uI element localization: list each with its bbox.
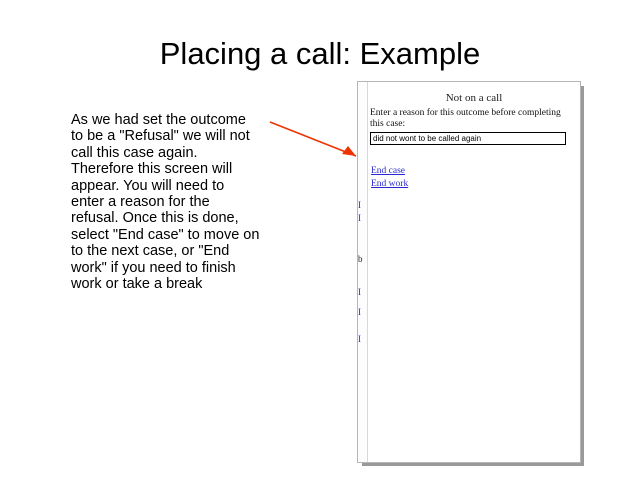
edge-fragment: I xyxy=(358,213,361,223)
reason-input[interactable] xyxy=(370,132,566,145)
end-case-link[interactable]: End case xyxy=(371,166,406,176)
embedded-screenshot xyxy=(357,81,581,463)
page-title: Placing a call: Example xyxy=(159,36,481,71)
pointer-arrow-icon xyxy=(268,120,368,160)
end-work-link[interactable]: End work xyxy=(371,179,409,189)
edge-fragment: I xyxy=(358,287,361,297)
screenshot-instruction: Enter a reason for this outcome before completing this case: xyxy=(370,108,561,129)
screenshot-heading: Not on a call xyxy=(445,92,503,104)
slide-body-text: As we had set the outcome to be a "Refusal" we will not call this case again. Therefore this screen will appear. You will need to enter a reason for the refusal. Once this is done, select "End case" to move on to the next case, or "End work" if you need to finish work or take a break xyxy=(71,112,260,293)
edge-fragment: I xyxy=(358,334,361,344)
edge-fragment: I xyxy=(358,307,361,317)
screenshot-left-strip xyxy=(358,82,368,462)
edge-fragment: b xyxy=(358,254,363,264)
screenshot-content xyxy=(368,82,580,462)
edge-fragment: I xyxy=(358,200,361,210)
